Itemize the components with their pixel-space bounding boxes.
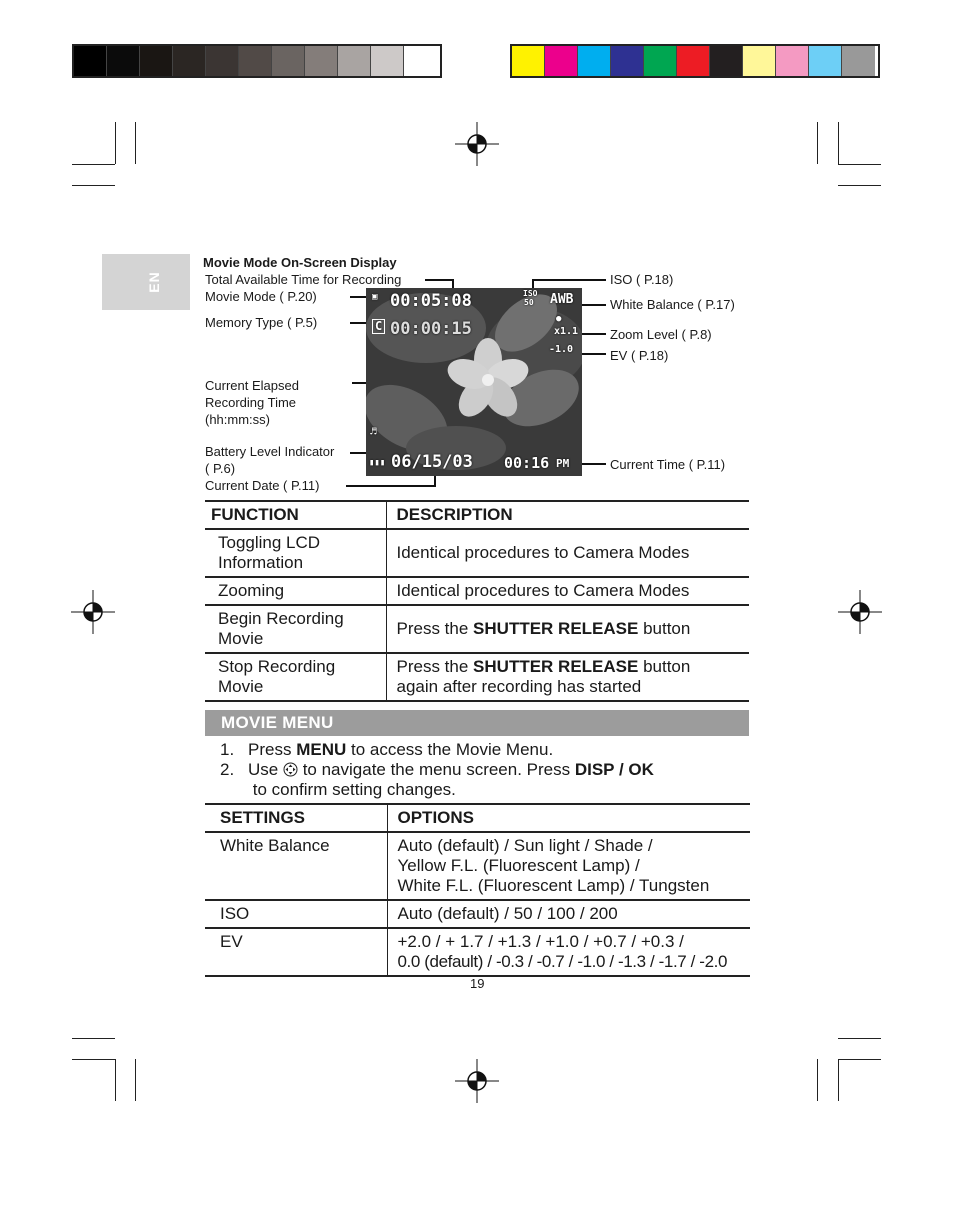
table-row bbox=[205, 900, 750, 928]
option-line: 0.0 (default) / -0.3 / -0.7 / -1.0 / -1.3 / -1.7 / -2.0 bbox=[397, 952, 727, 971]
calibration-swatch bbox=[272, 46, 305, 76]
microphone-icon: ♬ bbox=[370, 425, 377, 438]
calibration-swatch bbox=[74, 46, 107, 76]
function-table bbox=[205, 500, 749, 702]
description-cell: Identical procedures to Camera Modes bbox=[386, 577, 749, 605]
leader-line bbox=[582, 333, 606, 335]
calibration-swatch bbox=[107, 46, 140, 76]
option-line: White F.L. (Fluorescent Lamp) / Tungsten bbox=[397, 876, 710, 895]
calibration-swatch bbox=[578, 46, 611, 76]
osd-zoom-level: x1.1 bbox=[554, 326, 579, 337]
function-line: Movie bbox=[218, 677, 264, 696]
calibration-swatch bbox=[545, 46, 578, 76]
desc-bold: SHUTTER RELEASE bbox=[473, 619, 639, 638]
label-memory-type: Memory Type ( P.5) bbox=[205, 315, 318, 330]
label-total-time: Total Available Time for Recording bbox=[205, 272, 402, 287]
setting-cell: White Balance bbox=[205, 832, 387, 900]
function-line: Toggling LCD bbox=[218, 533, 321, 552]
calibration-swatch bbox=[338, 46, 371, 76]
label-battery-1: Battery Level Indicator bbox=[205, 444, 335, 459]
language-tab-label: EN bbox=[146, 271, 162, 293]
calibration-swatch bbox=[173, 46, 206, 76]
osd-elapsed-time: 00:00:15 bbox=[390, 319, 472, 339]
calibration-swatch bbox=[305, 46, 338, 76]
function-line: Begin Recording bbox=[218, 609, 344, 628]
table-row bbox=[205, 832, 750, 900]
crop-mark bbox=[838, 1059, 881, 1060]
desc-text: button bbox=[638, 657, 691, 676]
navigation-pad-icon bbox=[283, 762, 298, 777]
table-row bbox=[205, 529, 749, 577]
step-number: 1. bbox=[220, 740, 235, 759]
crop-mark bbox=[72, 1038, 115, 1039]
step-bold: MENU bbox=[296, 740, 347, 759]
movie-mode-icon: ▣ bbox=[372, 292, 378, 302]
label-current-time: Current Time ( P.11) bbox=[610, 457, 726, 472]
registration-mark-icon bbox=[455, 122, 499, 166]
crop-mark bbox=[135, 1059, 136, 1101]
osd-iso-label: ISO bbox=[523, 289, 538, 298]
header-settings: SETTINGS bbox=[205, 804, 387, 832]
label-white-balance: White Balance ( P.17) bbox=[610, 297, 735, 312]
calibration-swatch bbox=[710, 46, 743, 76]
option-line: Yellow F.L. (Fluorescent Lamp) / bbox=[397, 856, 640, 875]
calibration-swatch bbox=[140, 46, 173, 76]
osd-ampm: PM bbox=[556, 457, 570, 470]
calibration-swatch bbox=[743, 46, 776, 76]
crop-mark bbox=[72, 1059, 115, 1060]
crop-mark bbox=[838, 164, 881, 165]
function-cell bbox=[205, 577, 386, 605]
label-ev: EV ( P.18) bbox=[610, 348, 669, 363]
movie-menu-header bbox=[205, 710, 749, 736]
step-bold: DISP / OK bbox=[574, 760, 654, 779]
osd-ev: -1.0 bbox=[549, 344, 574, 355]
battery-icon: ▮▮▮ bbox=[369, 458, 386, 468]
crop-mark bbox=[817, 1059, 818, 1101]
leader-line bbox=[346, 485, 436, 487]
calibration-swatch bbox=[239, 46, 272, 76]
crop-mark bbox=[115, 1059, 116, 1101]
label-elapsed-1: Current Elapsed bbox=[205, 378, 299, 393]
option-line: Auto (default) / Sun light / Shade / bbox=[397, 836, 653, 855]
calibration-swatch bbox=[404, 46, 437, 76]
header-options: OPTIONS bbox=[387, 804, 750, 832]
step-1 bbox=[220, 740, 760, 760]
crop-mark bbox=[817, 122, 818, 164]
description-cell bbox=[386, 605, 749, 653]
color-calibration-strip bbox=[510, 44, 880, 78]
function-cell bbox=[205, 529, 386, 577]
table-row bbox=[205, 928, 750, 976]
movie-menu-title: MOVIE MENU bbox=[221, 713, 334, 732]
movie-menu-steps bbox=[220, 740, 760, 800]
calibration-swatch bbox=[776, 46, 809, 76]
calibration-swatch bbox=[371, 46, 404, 76]
desc-text: again after recording has started bbox=[396, 677, 642, 696]
label-battery-2: ( P.6) bbox=[205, 461, 236, 476]
description-cell: Identical procedures to Camera Modes bbox=[386, 529, 749, 577]
options-cell bbox=[387, 900, 750, 928]
crop-mark bbox=[72, 164, 115, 165]
table-header-row bbox=[205, 804, 750, 832]
step-text: to confirm setting changes. bbox=[248, 780, 456, 799]
registration-mark-icon bbox=[455, 1059, 499, 1103]
step-text: Use bbox=[248, 760, 283, 779]
header-function: FUNCTION bbox=[205, 501, 386, 529]
label-iso: ISO ( P.18) bbox=[610, 272, 674, 287]
page-number: 19 bbox=[470, 976, 485, 991]
osd-awb: AWB bbox=[550, 292, 574, 307]
flower-photo bbox=[366, 288, 582, 476]
grayscale-calibration-strip bbox=[72, 44, 442, 78]
step-text: Press bbox=[248, 740, 297, 759]
crop-mark bbox=[72, 185, 115, 186]
label-current-date: Current Date ( P.11) bbox=[205, 478, 320, 493]
lcd-screen-preview bbox=[366, 288, 582, 476]
table-row bbox=[205, 577, 749, 605]
label-elapsed-2: Recording Time bbox=[205, 395, 297, 410]
label-movie-mode: Movie Mode ( P.20) bbox=[205, 289, 317, 304]
function-cell bbox=[205, 605, 386, 653]
crop-mark bbox=[838, 1038, 881, 1039]
crop-mark bbox=[838, 1059, 839, 1101]
label-elapsed-3: (hh:mm:ss) bbox=[205, 412, 270, 427]
registration-mark-icon bbox=[838, 590, 882, 634]
table-row bbox=[205, 653, 749, 701]
registration-mark-icon bbox=[71, 590, 115, 634]
desc-text: button bbox=[638, 619, 691, 638]
function-cell bbox=[205, 653, 386, 701]
calibration-swatch bbox=[677, 46, 710, 76]
step-text: to access the Movie Menu. bbox=[346, 740, 554, 759]
desc-text: Press the bbox=[396, 657, 474, 676]
osd-heading: Movie Mode On-Screen Display bbox=[203, 255, 397, 270]
step-text: to navigate the menu screen. Press bbox=[297, 760, 575, 779]
settings-table bbox=[205, 803, 750, 977]
calibration-swatch bbox=[842, 46, 875, 76]
table-header-row bbox=[205, 501, 749, 529]
osd-remaining-time: 00:05:08 bbox=[390, 291, 472, 311]
option-line: Auto (default) / 50 / 100 / 200 bbox=[397, 904, 618, 923]
osd-time: 00:16 bbox=[504, 454, 550, 472]
leader-line bbox=[425, 279, 454, 281]
osd-date: 06/15/03 bbox=[391, 452, 473, 472]
setting-cell: EV bbox=[205, 928, 387, 976]
leader-line bbox=[532, 279, 606, 281]
crop-mark bbox=[838, 122, 839, 164]
step-number: 2. bbox=[220, 760, 235, 779]
setting-cell: ISO bbox=[205, 900, 387, 928]
language-tab bbox=[102, 254, 190, 310]
table-row bbox=[205, 605, 749, 653]
options-cell bbox=[387, 928, 750, 976]
desc-bold: SHUTTER RELEASE bbox=[473, 657, 639, 676]
calibration-swatch bbox=[644, 46, 677, 76]
calibration-swatch bbox=[611, 46, 644, 76]
label-zoom: Zoom Level ( P.8) bbox=[610, 327, 712, 342]
function-line: Movie bbox=[218, 629, 264, 648]
crop-mark bbox=[135, 122, 136, 164]
calibration-swatch bbox=[809, 46, 842, 76]
options-cell bbox=[387, 832, 750, 900]
osd-iso-value: 50 bbox=[524, 298, 534, 307]
leader-line bbox=[582, 304, 606, 306]
step-2 bbox=[220, 760, 760, 800]
osd-zoom-icon: ● bbox=[556, 314, 562, 324]
crop-mark bbox=[838, 185, 881, 186]
header-description: DESCRIPTION bbox=[386, 501, 749, 529]
crop-mark bbox=[115, 122, 116, 164]
memory-type-icon: C bbox=[372, 319, 385, 334]
function-line: Stop Recording bbox=[218, 657, 336, 676]
calibration-swatch bbox=[512, 46, 545, 76]
leader-line bbox=[582, 463, 606, 465]
leader-line bbox=[582, 353, 606, 355]
desc-text: Press the bbox=[396, 619, 474, 638]
option-line: +2.0 / + 1.7 / +1.3 / +1.0 / +0.7 / +0.3 / bbox=[397, 932, 684, 951]
function-line: Zooming bbox=[218, 581, 285, 600]
calibration-swatch bbox=[206, 46, 239, 76]
description-cell bbox=[386, 653, 749, 701]
function-line: Information bbox=[218, 553, 304, 572]
